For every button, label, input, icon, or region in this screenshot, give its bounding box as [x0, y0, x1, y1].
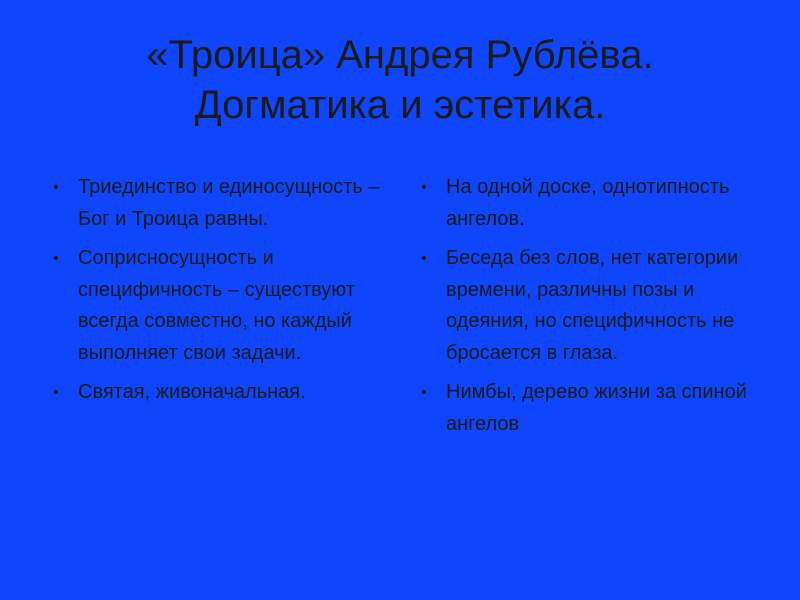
bullet-text: Беседа без слов, нет категории времени, различны позы и одеяния, но специфичность не бросается в глаза. — [446, 247, 739, 364]
bullet-item — [418, 172, 763, 235]
bullet-icon: • — [53, 179, 59, 196]
bullet-text: Соприсносущность и специфичность – существуют всегда совместно, но каждый выполняет свои задачи. — [78, 247, 356, 364]
title-line-2: Догматика и эстетика. — [194, 83, 606, 127]
bullet-icon: • — [53, 250, 59, 267]
bullet-item — [50, 172, 390, 235]
right-bullet-list — [418, 172, 763, 448]
bullet-icon: • — [421, 179, 427, 196]
bullet-item — [418, 243, 763, 369]
bullet-text: На одной доске, однотипность ангелов. — [446, 176, 730, 230]
bullet-text: Нимбы, дерево жизни за спиной ангелов — [446, 381, 747, 435]
bullet-icon: • — [421, 250, 427, 267]
bullet-icon: • — [421, 384, 427, 401]
bullet-text: Святая, живоначальная. — [78, 381, 306, 403]
bullet-item — [50, 243, 390, 369]
bullet-text: Триединство и единосущность – Бог и Троица равны. — [78, 176, 380, 230]
slide-title — [40, 30, 760, 130]
bullet-item — [50, 377, 390, 409]
left-bullet-list — [50, 172, 390, 417]
bullet-icon: • — [53, 384, 59, 401]
bullet-item — [418, 377, 763, 440]
title-line-1: «Троица» Андрея Рублёва. — [146, 33, 654, 77]
